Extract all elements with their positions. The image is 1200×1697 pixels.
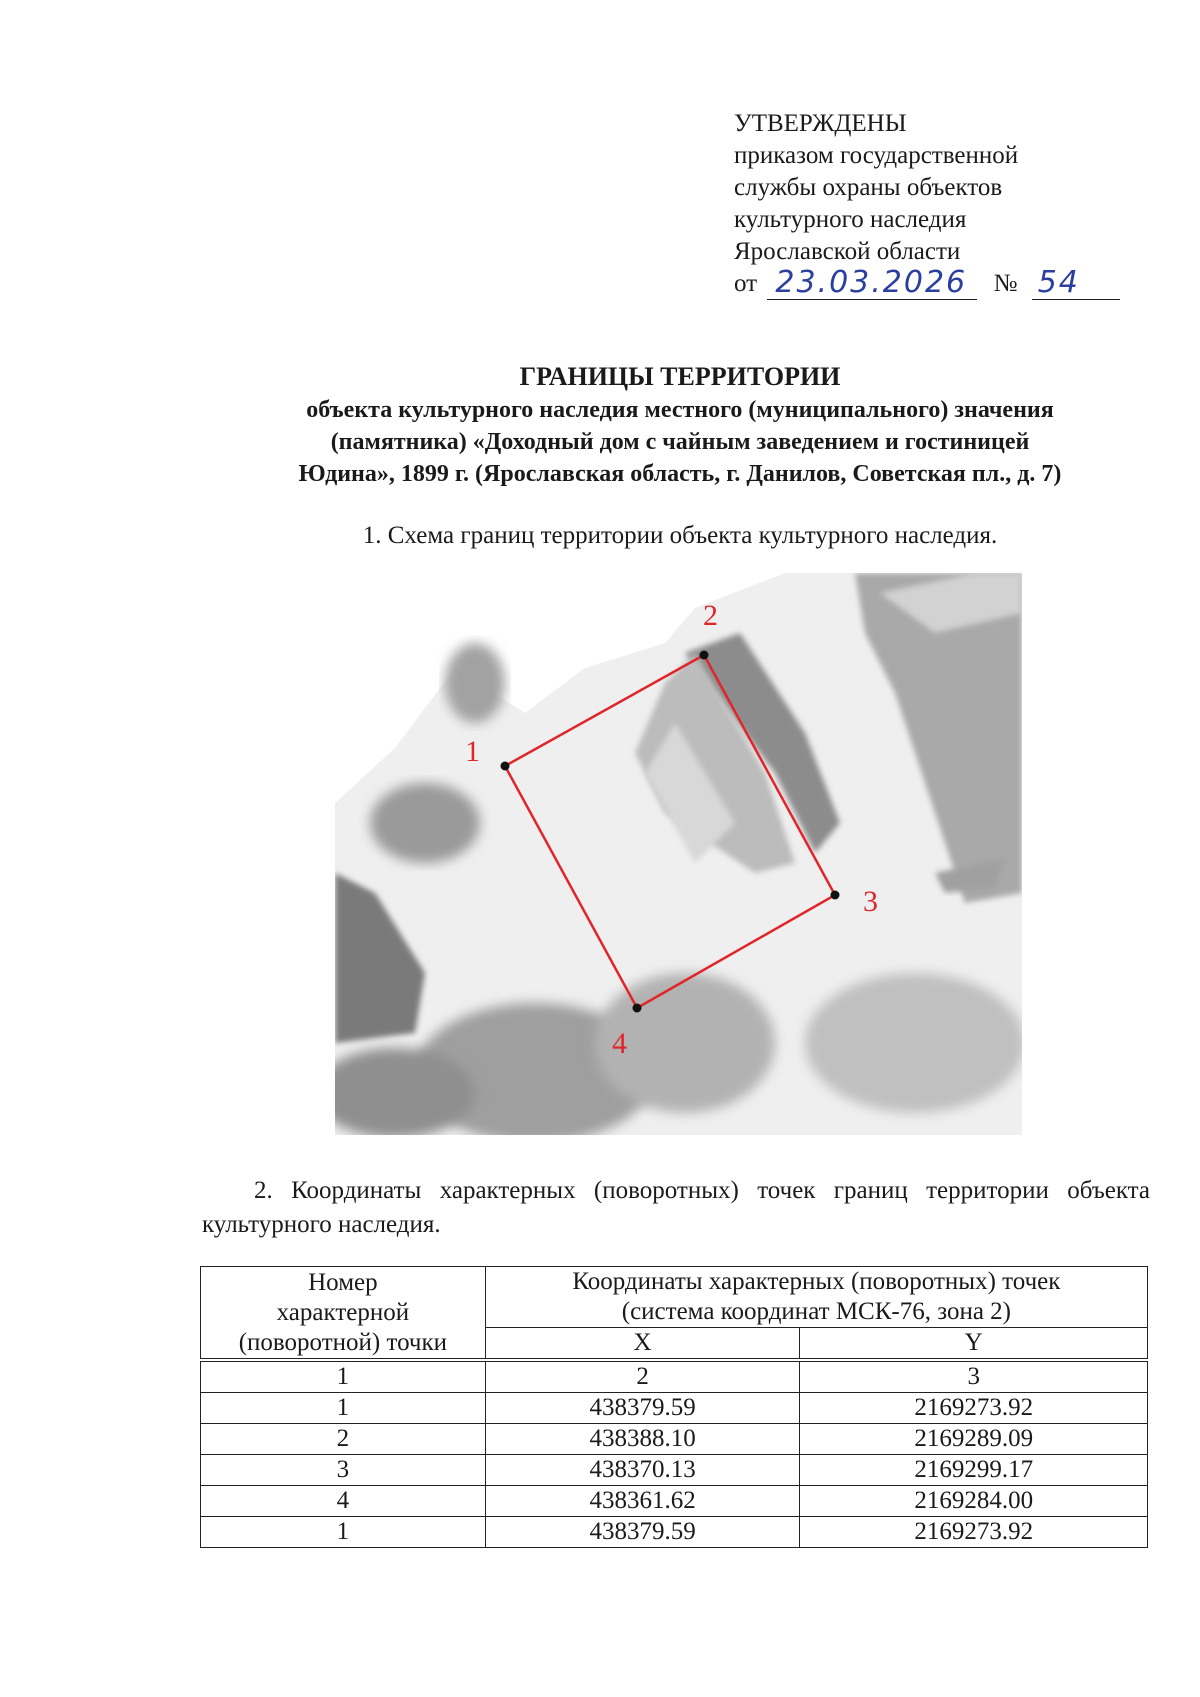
title-main: ГРАНИЦЫ ТЕРРИТОРИИ xyxy=(519,362,841,391)
tree xyxy=(805,973,1022,1113)
table-row: 1 438379.59 2169273.92 xyxy=(201,1517,1148,1548)
date-blank xyxy=(767,265,977,300)
boundary-point-3 xyxy=(831,891,840,900)
tree xyxy=(445,643,505,723)
boundary-point-4 xyxy=(633,1004,642,1013)
map-svg xyxy=(335,573,1022,1135)
header-y: Y xyxy=(800,1328,1148,1361)
boundary-scheme-map xyxy=(335,573,1022,1135)
boundary-point-2 xyxy=(700,651,709,660)
tree xyxy=(370,783,480,863)
title-line: объекта культурного наследия местного (муниципального) значения xyxy=(306,397,1054,423)
approval-line: Ярославской области xyxy=(734,238,961,265)
table-index-row: 1 2 3 xyxy=(201,1360,1148,1393)
approval-stamp-block xyxy=(734,108,1120,300)
header-point-number: Номер характерной (поворотной) точки xyxy=(201,1267,486,1361)
number-blank xyxy=(1032,265,1120,300)
table-row: 1 438379.59 2169273.92 xyxy=(201,1393,1148,1424)
header-x: X xyxy=(485,1328,800,1361)
approval-line: культурного наследия xyxy=(734,206,967,233)
handwritten-date: 23.03.2026 xyxy=(775,265,968,300)
table-row: 2 438388.10 2169289.09 xyxy=(201,1424,1148,1455)
boundary-point-1 xyxy=(501,762,510,771)
header-coordinates: Координаты характерных (поворотных) точек (система координат МСК-76, зона 2) xyxy=(485,1267,1147,1328)
point-label-1: 1 xyxy=(465,735,480,768)
approval-line: приказом государственной xyxy=(734,142,1019,169)
number-prefix: № xyxy=(993,270,1018,297)
table-row: 4 438361.62 2169284.00 xyxy=(201,1486,1148,1517)
approval-heading: УТВЕРЖДЕНЫ xyxy=(734,110,907,137)
title-line: (памятника) «Доходный дом с чайным заведением и гостиницей xyxy=(330,429,1030,455)
table-header-row xyxy=(201,1267,1148,1328)
section-2-heading: 2. Координаты характерных (поворотных) точек границ территории объекта культурного наследия. xyxy=(202,1177,1150,1238)
approval-date-line xyxy=(734,265,1120,300)
coordinates-table xyxy=(200,1266,1148,1548)
table-row: 3 438370.13 2169299.17 xyxy=(201,1455,1148,1486)
section-1-heading: 1. Схема границ территории объекта культурного наследия. xyxy=(362,522,998,549)
document-title xyxy=(200,360,1160,490)
title-line: Юдина», 1899 г. (Ярославская область, г. Данилов, Советская пл., д. 7) xyxy=(298,461,1062,487)
point-label-4: 4 xyxy=(612,1027,627,1060)
date-prefix: от xyxy=(734,270,758,297)
handwritten-number: 54 xyxy=(1037,265,1080,300)
approval-line: службы охраны объектов xyxy=(734,174,1003,201)
point-label-2: 2 xyxy=(703,599,718,632)
point-label-3: 3 xyxy=(863,885,878,918)
